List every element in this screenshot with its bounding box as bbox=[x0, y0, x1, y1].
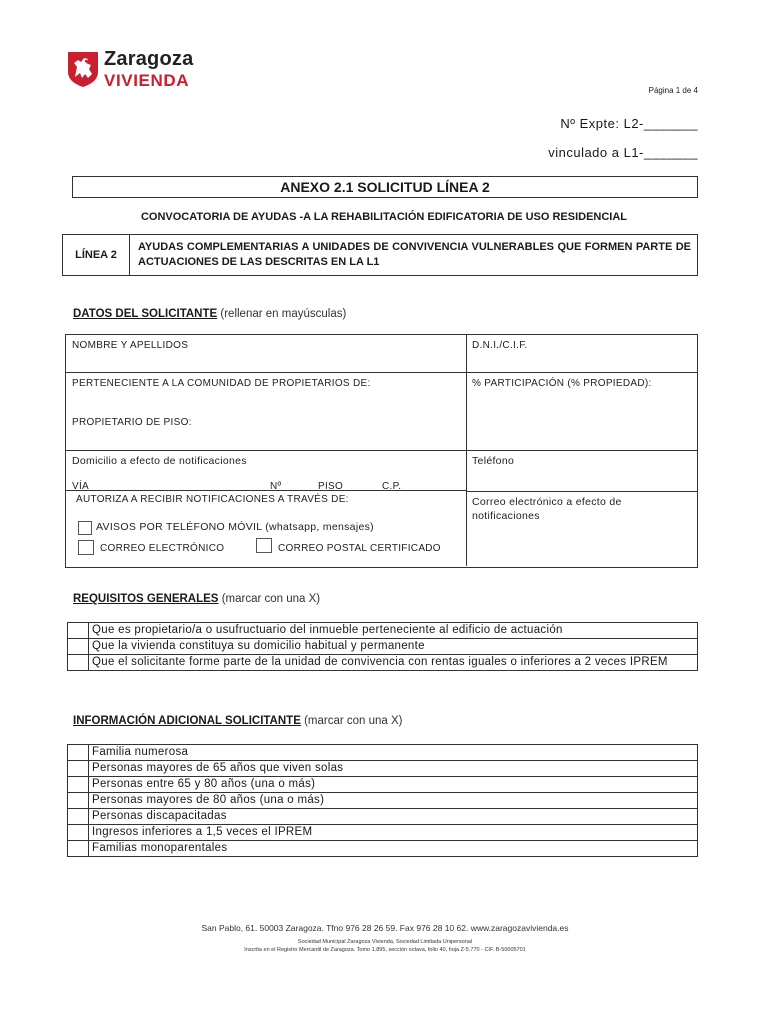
postal-checkbox[interactable] bbox=[256, 538, 272, 553]
convocatoria-heading: CONVOCATORIA DE AYUDAS -A LA REHABILITACIÓN EDIFICATORIA DE USO RESIDENCIAL bbox=[140, 211, 628, 223]
datos-section-title bbox=[73, 308, 346, 320]
zaragoza-vivienda-logo bbox=[66, 50, 216, 90]
email-option-label: CORREO ELECTRÓNICO bbox=[100, 543, 225, 554]
informacion-row[interactable] bbox=[68, 841, 697, 856]
perteneciente-field[interactable]: PERTENECIENTE A LA COMUNIDAD DE PROPIETARIOS DE: bbox=[72, 378, 371, 389]
informacion-checkbox[interactable] bbox=[68, 777, 89, 792]
informacion-checkbox[interactable] bbox=[68, 825, 89, 840]
participacion-field[interactable]: % PARTICIPACIÓN (% PROPIEDAD): bbox=[472, 378, 652, 389]
movil-checkbox[interactable] bbox=[78, 521, 92, 535]
informacion-row[interactable] bbox=[68, 745, 697, 761]
requisito-checkbox[interactable] bbox=[68, 623, 89, 638]
requisito-checkbox[interactable] bbox=[68, 639, 89, 654]
domicilio-field[interactable]: Domicilio a efecto de notificaciones bbox=[72, 455, 247, 467]
informacion-text: Personas mayores de 65 años que viven solas bbox=[92, 762, 344, 774]
informacion-checkbox[interactable] bbox=[68, 793, 89, 808]
datos-title: DATOS DEL SOLICITANTE bbox=[73, 308, 218, 320]
expediente-number: Nº Expte: L2-_______ bbox=[560, 116, 698, 131]
correo-efecto-label-1: Correo electrónico a efecto de bbox=[472, 496, 622, 508]
brand-subname: VIVIENDA bbox=[104, 71, 190, 90]
informacion-row[interactable] bbox=[68, 777, 697, 793]
informacion-row[interactable] bbox=[68, 761, 697, 777]
piso-label: PISO bbox=[318, 481, 344, 492]
requisito-row[interactable] bbox=[68, 639, 697, 655]
vinculado-number: vinculado a L1-_______ bbox=[548, 145, 698, 160]
requisito-row[interactable] bbox=[68, 655, 697, 670]
informacion-text: Personas discapacitadas bbox=[92, 810, 227, 822]
informacion-text: Personas entre 65 y 80 años (una o más) bbox=[92, 778, 316, 790]
requisito-checkbox[interactable] bbox=[68, 655, 89, 670]
informacion-checkbox[interactable] bbox=[68, 745, 89, 760]
requisito-text: Que la vivienda constituya su domicilio habitual y permanente bbox=[92, 640, 425, 652]
requisito-text: Que es propietario/a o usufructuario del inmueble perteneciente al edificio de actuación bbox=[92, 624, 563, 636]
requisitos-title: REQUISITOS GENERALES bbox=[73, 593, 219, 605]
requisitos-table bbox=[67, 622, 698, 671]
informacion-text: Personas mayores de 80 años (una o más) bbox=[92, 794, 325, 806]
informacion-text: Familia numerosa bbox=[92, 746, 189, 758]
dni-field[interactable]: D.N.I./C.I.F. bbox=[472, 340, 528, 351]
telefono-field[interactable]: Teléfono bbox=[472, 455, 515, 467]
informacion-text: Ingresos inferiores a 1,5 veces el IPREM bbox=[92, 826, 313, 838]
movil-option-label: AVISOS POR TELÉFONO MÓVIL (whatsapp, mensajes) bbox=[96, 521, 374, 533]
postal-option-label: CORREO POSTAL CERTIFICADO bbox=[278, 543, 441, 554]
page-number: Página 1 de 4 bbox=[648, 86, 698, 95]
propietario-field[interactable]: PROPIETARIO DE PISO: bbox=[72, 417, 192, 428]
requisitos-section-title bbox=[73, 593, 320, 605]
linea-description: AYUDAS COMPLEMENTARIAS A UNIDADES DE CONVIVENCIA VULNERABLES QUE FORMEN PARTE DE ACTUACIONES DE LAS DESCRITAS EN LA L1 bbox=[138, 241, 691, 268]
email-checkbox[interactable] bbox=[78, 540, 94, 555]
lion-shield-icon bbox=[66, 50, 100, 88]
informacion-row[interactable] bbox=[68, 793, 697, 809]
nombre-field[interactable]: NOMBRE Y APELLIDOS bbox=[72, 340, 189, 351]
informacion-checkbox[interactable] bbox=[68, 761, 89, 776]
requisito-row[interactable] bbox=[68, 623, 697, 639]
informacion-checkbox[interactable] bbox=[68, 841, 89, 856]
informacion-row[interactable] bbox=[68, 809, 697, 825]
linea-box bbox=[62, 234, 698, 276]
informacion-title: INFORMACIÓN ADICIONAL SOLICITANTE bbox=[73, 715, 301, 727]
cp-label: C.P. bbox=[382, 481, 402, 492]
correo-efecto-label-2: notificaciones bbox=[472, 510, 540, 522]
footer-address: San Pablo, 61. 50003 Zaragoza. Tfno 976 28 26 59. Fax 976 28 10 62. www.zaragozavivienda.es bbox=[201, 923, 569, 933]
footer-company: Sociedad Municipal Zaragoza Vivienda, Sociedad Limitada Unipersonal bbox=[297, 939, 473, 945]
informacion-note: (marcar con una X) bbox=[304, 715, 403, 727]
informacion-text: Familias monoparentales bbox=[92, 842, 228, 854]
brand-name: Zaragoza bbox=[104, 48, 194, 70]
num-label: Nº bbox=[270, 481, 282, 492]
datos-note: (rellenar en mayúsculas) bbox=[220, 308, 347, 320]
requisitos-note: (marcar con una X) bbox=[221, 593, 321, 605]
linea-label: LÍNEA 2 bbox=[63, 235, 130, 275]
autoriza-label: AUTORIZA A RECIBIR NOTIFICACIONES A TRAVÉS DE: bbox=[76, 494, 349, 505]
requisito-text: Que el solicitante forme parte de la unidad de convivencia con rentas iguales o inferiores a 2 veces IPREM bbox=[92, 656, 668, 668]
informacion-section-title bbox=[73, 715, 403, 727]
document-title: ANEXO 2.1 SOLICITUD LÍNEA 2 bbox=[72, 176, 698, 198]
via-label: VÍA bbox=[72, 481, 90, 492]
informacion-row[interactable] bbox=[68, 825, 697, 841]
informacion-checkbox[interactable] bbox=[68, 809, 89, 824]
footer-registry: Inscrita en el Registro Mercantil de Zaragoza. Tomo 1.895, sección octava, folio 40, hoja Z-5.770 - CIF. B-50005701 bbox=[244, 947, 526, 953]
informacion-table bbox=[67, 744, 698, 857]
datos-table bbox=[65, 334, 698, 568]
